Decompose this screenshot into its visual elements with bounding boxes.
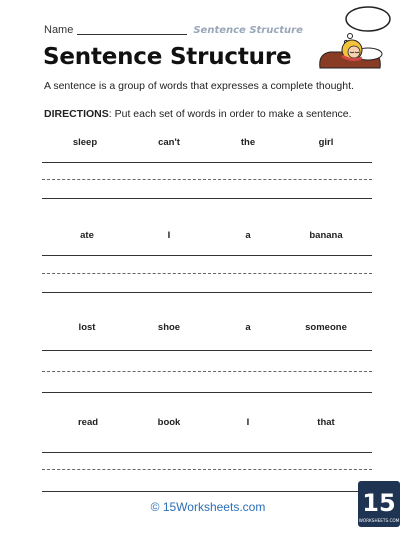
name-row [44,22,303,38]
answer-line[interactable] [42,162,372,163]
word: read [77,417,99,428]
header-worksheet-title: Sentence Structure [193,24,303,36]
word: a [245,230,251,241]
word: shoe [157,322,181,333]
exercise [42,417,372,431]
word: girl [318,137,334,148]
name-label: Name [44,24,74,36]
word: I [167,230,171,241]
answer-line[interactable] [42,198,372,199]
directions-label: DIRECTIONS [44,108,109,120]
word-bank [42,230,372,244]
answer-line[interactable] [42,292,372,293]
word: lost [78,322,96,333]
word: ate [80,230,94,241]
sleeping-girl-illustration [316,4,408,74]
intro-text: A sentence is a group of words that expresses a complete thought. [44,80,354,92]
guide-line [42,371,372,372]
15worksheets-logo [358,481,400,527]
name-field-line[interactable] [77,34,187,35]
answer-line[interactable] [42,392,372,393]
word: I [246,417,250,428]
answer-line[interactable] [42,491,372,492]
exercise [42,137,372,151]
footer-link[interactable]: © 15Worksheets.com [150,500,266,514]
answer-line[interactable] [42,350,372,351]
word: sleep [72,137,98,148]
word-bank [42,137,372,151]
guide-line [42,469,372,470]
logo-label: WORKSHEETS.COM [358,518,400,523]
answer-line[interactable] [42,452,372,453]
word-bank [42,322,372,336]
guide-line [42,273,372,274]
word: that [317,417,335,428]
exercise [42,230,372,244]
word: the [240,137,256,148]
guide-line [42,179,372,180]
word: banana [309,230,343,241]
exercise [42,322,372,336]
directions [44,108,352,120]
page-title: Sentence Structure [43,44,292,70]
word-bank [42,417,372,431]
word: book [157,417,181,428]
logo-number: 15 [362,489,396,517]
answer-line[interactable] [42,255,372,256]
word: someone [305,322,347,333]
directions-text: : Put each set of words in order to make a sentence. [108,108,352,120]
word: a [245,322,251,333]
word: can't [158,137,180,148]
